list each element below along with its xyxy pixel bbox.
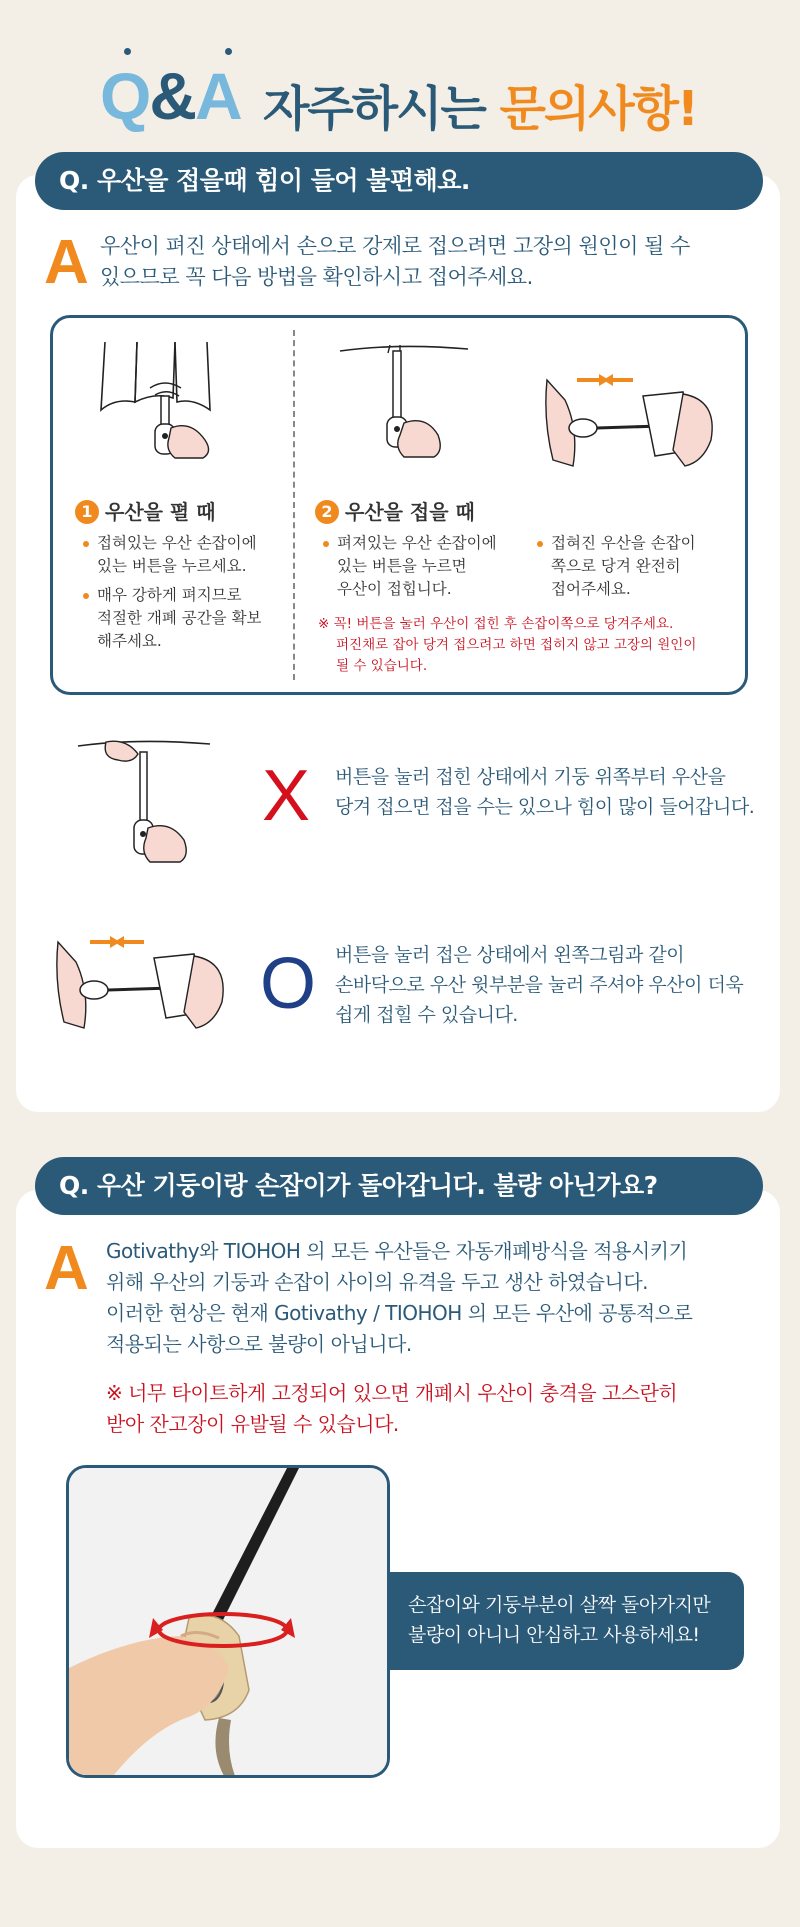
steps-box — [50, 315, 748, 695]
step-2-bullet-2-line2: 쪽으로 당겨 완전히 — [551, 557, 681, 575]
step-2-bullet-1 — [321, 532, 511, 601]
answer-2-a-letter: A — [44, 1234, 89, 1303]
page-header — [0, 40, 800, 140]
answer-2-text — [106, 1236, 766, 1360]
step-1-title — [75, 496, 216, 525]
logo-amp: & — [149, 59, 196, 133]
handle-rotation-photo — [66, 1465, 390, 1778]
step-2-bullets-left — [321, 532, 511, 607]
qa-logo — [100, 58, 241, 134]
answer-2-line3: 이러한 현상은 현재 Gotivathy / TIOHOH 의 모든 우산에 공통적으로 — [106, 1301, 693, 1325]
step-1-bullet-2 — [81, 584, 281, 653]
logo-dot-icon — [124, 48, 131, 55]
callout-line1: 손잡이와 기둥부분이 살짝 돌아가지만 — [408, 1594, 711, 1616]
step-2-bullet-2-line3: 접어주세요. — [551, 580, 631, 598]
logo-dot-icon — [225, 48, 232, 55]
step-2-warning-note — [318, 614, 738, 677]
step-2-note-line1: ※ 꼭! 버튼을 눌러 우산이 접힌 후 손잡이쪽으로 당겨주세요. — [318, 616, 674, 632]
logo-q: Q — [100, 59, 150, 133]
step-2-bullet-1-line1: 펴져있는 우산 손잡이에 — [337, 534, 497, 552]
push-folded-umbrella-icon — [543, 370, 718, 475]
step-2-bullet-1-line2: 있는 버튼을 누르면 — [337, 557, 467, 575]
right-method-line3: 쉽게 접힐 수 있습니다. — [335, 1004, 518, 1026]
step-2-bullets-right — [535, 532, 725, 607]
wrong-method-line1: 버튼을 눌러 접힌 상태에서 기둥 위쪽부터 우산을 — [335, 766, 726, 788]
logo-a: A — [195, 59, 241, 133]
answer-1-text — [100, 231, 740, 293]
right-method-illustration-icon — [54, 930, 229, 1035]
answer-2-line1: Gotivathy와 TIOHOH 의 모든 우산들은 자동개폐방식을 적용시키기 — [106, 1239, 688, 1263]
right-method-line2: 손바닥으로 우산 윗부분을 눌러 주셔야 우산이 더욱 — [335, 974, 744, 996]
step-2-note-line3: 될 수 있습니다. — [336, 658, 428, 674]
answer-1-line2: 있으므로 꼭 다음 방법을 확인하시고 접어주세요. — [100, 265, 533, 289]
answer-1-line1: 우산이 펴진 상태에서 손으로 강제로 접으려면 고장의 원인이 될 수 — [100, 234, 690, 258]
answer-2-warning-line2: 받아 잔고장이 유발될 수 있습니다. — [106, 1412, 399, 1436]
step-2-bullet-2 — [535, 532, 725, 601]
answer-2-line2: 위해 우산의 기둥과 손잡이 사이의 유격을 두고 생산 하였습니다. — [106, 1270, 649, 1294]
step-1-bullet-2-line1: 매우 강하게 펴지므로 — [97, 586, 242, 604]
answer-2-line4: 적용되는 사항으로 불량이 아닙니다. — [106, 1332, 412, 1356]
step-2-number: 2 — [315, 500, 339, 524]
question-1: Q. 우산을 접을때 힘이 들어 불편해요. — [35, 152, 763, 210]
step-2-bullet-1-line3: 우산이 접힙니다. — [337, 580, 452, 598]
wrong-method-illustration-icon — [76, 738, 216, 868]
step-2-title-label: 우산을 접을 때 — [345, 500, 475, 524]
step-divider — [293, 330, 295, 680]
page-title — [263, 70, 697, 139]
answer-1-a-letter: A — [44, 228, 89, 297]
wrong-method-text — [335, 762, 775, 822]
hand-holding-umbrella-handle-icon — [69, 1468, 390, 1778]
step-1-bullet-1 — [81, 532, 281, 578]
page-title-part1: 자주하시는 — [263, 81, 500, 137]
open-umbrella-hand-icon — [95, 340, 245, 460]
right-mark-icon: O — [260, 944, 317, 1024]
wrong-mark-icon: X — [262, 756, 311, 836]
answer-2-warning-line1: ※ 너무 타이트하게 고정되어 있으면 개폐시 우산이 충격을 고스란히 — [106, 1381, 678, 1405]
question-2: Q. 우산 기둥이랑 손잡이가 돌아갑니다. 불량 아닌가요? — [35, 1157, 763, 1215]
step-1-bullet-2-line2: 적절한 개폐 공간을 확보 — [97, 609, 262, 627]
folding-umbrella-hand-icon — [338, 343, 478, 463]
answer-2-warning — [106, 1378, 766, 1440]
step-1-bullets — [81, 532, 281, 659]
right-method-line1: 버튼을 눌러 접은 상태에서 왼쪽그림과 같이 — [335, 944, 685, 966]
step-1-bullet-1-line1: 접혀있는 우산 손잡이에 — [97, 534, 257, 552]
step-2-title — [315, 496, 475, 525]
step-1-title-label: 우산을 펼 때 — [105, 500, 216, 524]
page-title-part2: 문의사항! — [499, 81, 697, 137]
reassurance-callout — [390, 1572, 744, 1670]
step-1-number: 1 — [75, 500, 99, 524]
step-1-bullet-2-line3: 해주세요. — [97, 632, 162, 650]
step-1-bullet-1-line2: 있는 버튼을 누르세요. — [97, 557, 247, 575]
callout-line2: 불량이 아니니 안심하고 사용하세요! — [408, 1624, 700, 1646]
step-2-bullet-2-line1: 접혀진 우산을 손잡이 — [551, 534, 696, 552]
step-2-note-line2: 퍼진채로 잡아 당겨 접으려고 하면 접히지 않고 고장의 원인이 — [336, 637, 697, 653]
qa-logo-group — [100, 40, 697, 140]
wrong-method-line2: 당겨 접으면 접을 수는 있으나 힘이 많이 들어갑니다. — [335, 796, 755, 818]
right-method-text — [335, 940, 775, 1030]
